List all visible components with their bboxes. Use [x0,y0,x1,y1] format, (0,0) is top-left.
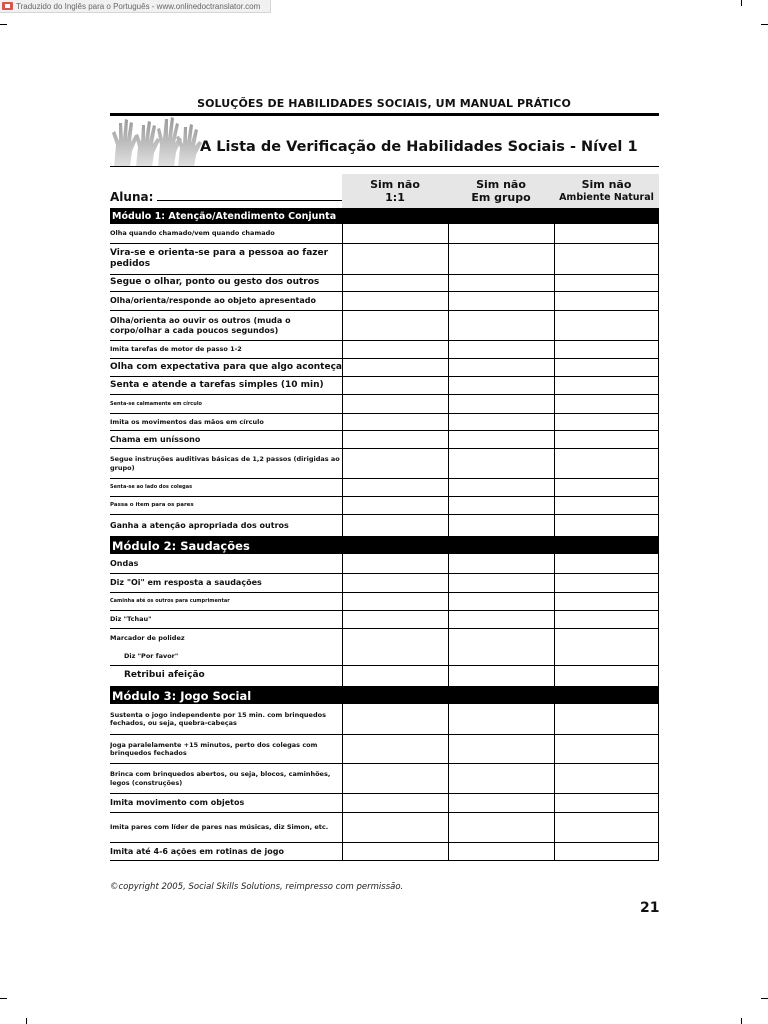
check-cell-group[interactable] [448,704,554,734]
skill-label: Senta-se calmamente em círculo [110,400,202,407]
crop-mark [0,24,7,25]
check-cell-1to1[interactable] [342,359,448,376]
check-cell-natural[interactable] [554,843,659,860]
skill-label: Joga paralelamente +15 minutos, perto dos colegas com brinquedos fechados [110,740,318,757]
student-label: Aluna: [110,190,154,204]
skill-label: Senta-se ao lado dos colegas [110,484,193,491]
check-cell-natural[interactable] [554,449,659,478]
check-cell-1to1[interactable] [342,735,448,763]
check-cell-group[interactable] [448,574,554,592]
skill-label: Imita pares com líder de pares nas músicas, diz Simon, etc. [110,823,329,832]
check-cell-1to1[interactable] [342,593,448,610]
check-cell-1to1[interactable] [342,431,448,448]
skill-label: Olha quando chamado/vem quando chamado [110,229,275,238]
check-cell-natural[interactable] [554,593,659,610]
table-row [110,431,659,449]
check-cell-1to1[interactable] [342,311,448,340]
skill-label: Olha/orienta/responde ao objeto apresentado [110,296,316,305]
check-cell-group[interactable] [448,794,554,812]
skill-label: Segue o olhar, ponto ou gesto dos outros [110,277,320,288]
skill-label: Marcador de polidez [110,634,185,642]
check-cell-group[interactable] [448,244,554,274]
check-cell-1to1[interactable] [342,843,448,860]
table-row [110,515,659,537]
check-cell-natural[interactable] [554,244,659,274]
check-cell-1to1[interactable] [342,414,448,430]
check-cell-group[interactable] [448,515,554,536]
check-cell-1to1[interactable] [342,629,448,665]
skill-label: Ganha a atenção apropriada dos outros [110,520,289,530]
table-row [110,611,659,629]
check-cell-group[interactable] [448,431,554,448]
student-name-line [110,189,343,204]
table-row [110,497,659,515]
check-cell-natural[interactable] [554,359,659,376]
table-row [110,449,659,479]
check-cell-natural[interactable] [554,224,659,243]
check-cell-natural[interactable] [554,431,659,448]
check-cell-1to1[interactable] [342,292,448,310]
check-cell-natural[interactable] [554,414,659,430]
check-cell-1to1[interactable] [342,341,448,358]
skill-label: Olha com expectativa para que algo aconteça [110,361,342,372]
check-cell-group[interactable] [448,377,554,394]
check-cell-natural[interactable] [554,377,659,394]
skill-label: Vira-se e orienta-se para a pessoa ao fazer pedidos [110,247,329,269]
check-cell-natural[interactable] [554,764,659,793]
check-cell-natural[interactable] [554,479,659,496]
check-cell-1to1[interactable] [342,611,448,628]
table-row [110,813,659,843]
module-header-1: Módulo 1: Atenção/Atendimento Conjunta [110,208,659,224]
check-cell-natural[interactable] [554,515,659,536]
page-number: 21 [640,900,660,916]
title-rule [110,166,659,167]
table-row [110,629,659,665]
table-row [110,764,659,794]
crop-mark [741,0,742,6]
skill-label: Ondas [110,558,139,568]
check-cell-group[interactable] [448,735,554,763]
student-name-blank[interactable] [157,189,343,201]
check-cell-natural[interactable] [554,704,659,734]
crop-mark [761,998,768,999]
check-cell-natural[interactable] [554,574,659,592]
table-row [110,341,659,359]
check-cell-1to1[interactable] [342,377,448,394]
table-row [110,414,659,431]
check-cell-group[interactable] [448,629,554,665]
check-cell-group[interactable] [448,554,554,573]
module-header-3: Módulo 3: Jogo Social [110,687,659,704]
skill-label: Imita os movimentos das mãos em círculo [110,417,264,426]
check-cell-1to1[interactable] [342,224,448,243]
check-cell-group[interactable] [448,224,554,243]
column-header-line1: Sim não [581,178,632,191]
skills-checklist-table [110,208,659,861]
skill-label: Imita tarefas de motor de passo 1-2 [110,345,242,354]
skill-label: Passa o item para os pares [110,502,194,509]
check-cell-1to1[interactable] [342,574,448,592]
table-row [110,735,659,764]
skill-label: Brinca com brinquedos abertos, ou seja, blocos, caminhões, legos (construções) [110,770,331,787]
check-cell-1to1[interactable] [342,275,448,291]
table-row [110,395,659,414]
column-header-line1: Sim não [370,178,420,191]
table-row [110,479,659,497]
table-row [110,554,659,574]
table-row [110,593,659,611]
table-row [110,794,659,813]
check-cell-1to1[interactable] [342,554,448,573]
book-title: SOLUÇÕES DE HABILIDADES SOCIAIS, UM MANUAL PRÁTICO [197,97,571,110]
skill-label: Diz "Tchau" [110,615,152,624]
column-header-line1: Sim não [476,178,526,191]
check-cell-natural[interactable] [554,311,659,340]
translator-banner [0,0,271,13]
translator-banner-text: Traduzido do Inglês para o Português - www.onlinedoctranslator.com [16,1,261,11]
check-cell-group[interactable] [448,843,554,860]
check-cell-group[interactable] [448,479,554,496]
check-cell-natural[interactable] [554,554,659,573]
check-cell-group[interactable] [448,414,554,430]
check-cell-1to1[interactable] [342,704,448,734]
crop-mark [26,1018,27,1024]
raised-hands-icon [110,115,208,167]
checklist-title: A Lista de Verificação de Habilidades Sociais - Nível 1 [200,139,638,155]
copyright-notice: ©copyright 2005, Social Skills Solutions, reimpresso com permissão. [110,882,404,892]
check-cell-1to1[interactable] [342,666,448,686]
table-row [110,574,659,593]
skill-label: Sustenta o jogo independente por 15 min. com brinquedos fechados, ou seja, quebra-cabeças [110,710,326,727]
check-cell-group[interactable] [448,395,554,413]
check-cell-natural[interactable] [554,735,659,763]
check-cell-natural[interactable] [554,629,659,665]
skill-label: Senta e atende a tarefas simples (10 min) [110,379,324,390]
translator-logo-icon [2,2,13,10]
check-cell-1to1[interactable] [342,244,448,274]
check-cell-natural[interactable] [554,813,659,842]
check-cell-group[interactable] [448,593,554,610]
crop-mark [741,1018,742,1024]
check-cell-group[interactable] [448,292,554,310]
check-cell-natural[interactable] [554,341,659,358]
table-row [110,224,659,244]
column-header-natural [554,174,659,208]
column-header-1to1 [342,174,448,208]
skill-label: Caminha até os outros para cumprimentar [110,598,230,605]
check-cell-natural[interactable] [554,395,659,413]
check-cell-group[interactable] [448,449,554,478]
check-cell-natural[interactable] [554,666,659,686]
module-header-2: Módulo 2: Saudações [110,537,659,554]
check-cell-1to1[interactable] [342,395,448,413]
check-cell-group[interactable] [448,666,554,686]
check-cell-group[interactable] [448,611,554,628]
check-cell-1to1[interactable] [342,794,448,812]
check-cell-1to1[interactable] [342,764,448,793]
table-row [110,275,659,292]
table-row [110,359,659,377]
check-cell-1to1[interactable] [342,497,448,514]
check-cell-natural[interactable] [554,292,659,310]
table-row [110,665,659,687]
column-header-group [448,174,554,208]
skill-label: Olha/orienta ao ouvir os outros (muda o corpo/olhar a cada poucos segundos) [110,315,291,335]
skill-label: Segue instruções auditivas básicas de 1,2 passos (dirigidas ao grupo) [110,455,340,472]
crop-mark [0,998,7,999]
check-cell-group[interactable] [448,275,554,291]
check-cell-1to1[interactable] [342,813,448,842]
check-cell-natural[interactable] [554,611,659,628]
check-cell-natural[interactable] [554,497,659,514]
check-cell-group[interactable] [448,764,554,793]
skill-label: Diz "Oi" em resposta a saudações [110,578,262,587]
check-cell-natural[interactable] [554,275,659,291]
table-row [110,311,659,341]
table-row [110,292,659,311]
check-cell-group[interactable] [448,497,554,514]
check-cell-group[interactable] [448,311,554,340]
check-cell-group[interactable] [448,359,554,376]
check-cell-1to1[interactable] [342,515,448,536]
skill-label: Imita até 4-6 ações em rotinas de jogo [110,846,284,856]
skill-label: Chama em uníssono [110,434,201,444]
check-cell-1to1[interactable] [342,479,448,496]
crop-mark [761,24,768,25]
table-row [110,244,659,275]
skill-label: Imita movimento com objetos [110,798,245,807]
check-cell-group[interactable] [448,341,554,358]
check-cell-1to1[interactable] [342,449,448,478]
check-cell-group[interactable] [448,813,554,842]
column-header-line2: 1:1 [385,191,405,204]
table-row [110,377,659,395]
check-cell-natural[interactable] [554,794,659,812]
skill-label: Retribui afeição [124,670,205,681]
table-row [110,843,659,861]
skill-label: Diz "Por favor" [124,652,179,660]
table-row [110,704,659,735]
column-header-line2: Ambiente Natural [559,192,654,203]
column-header-line2: Em grupo [471,191,531,204]
